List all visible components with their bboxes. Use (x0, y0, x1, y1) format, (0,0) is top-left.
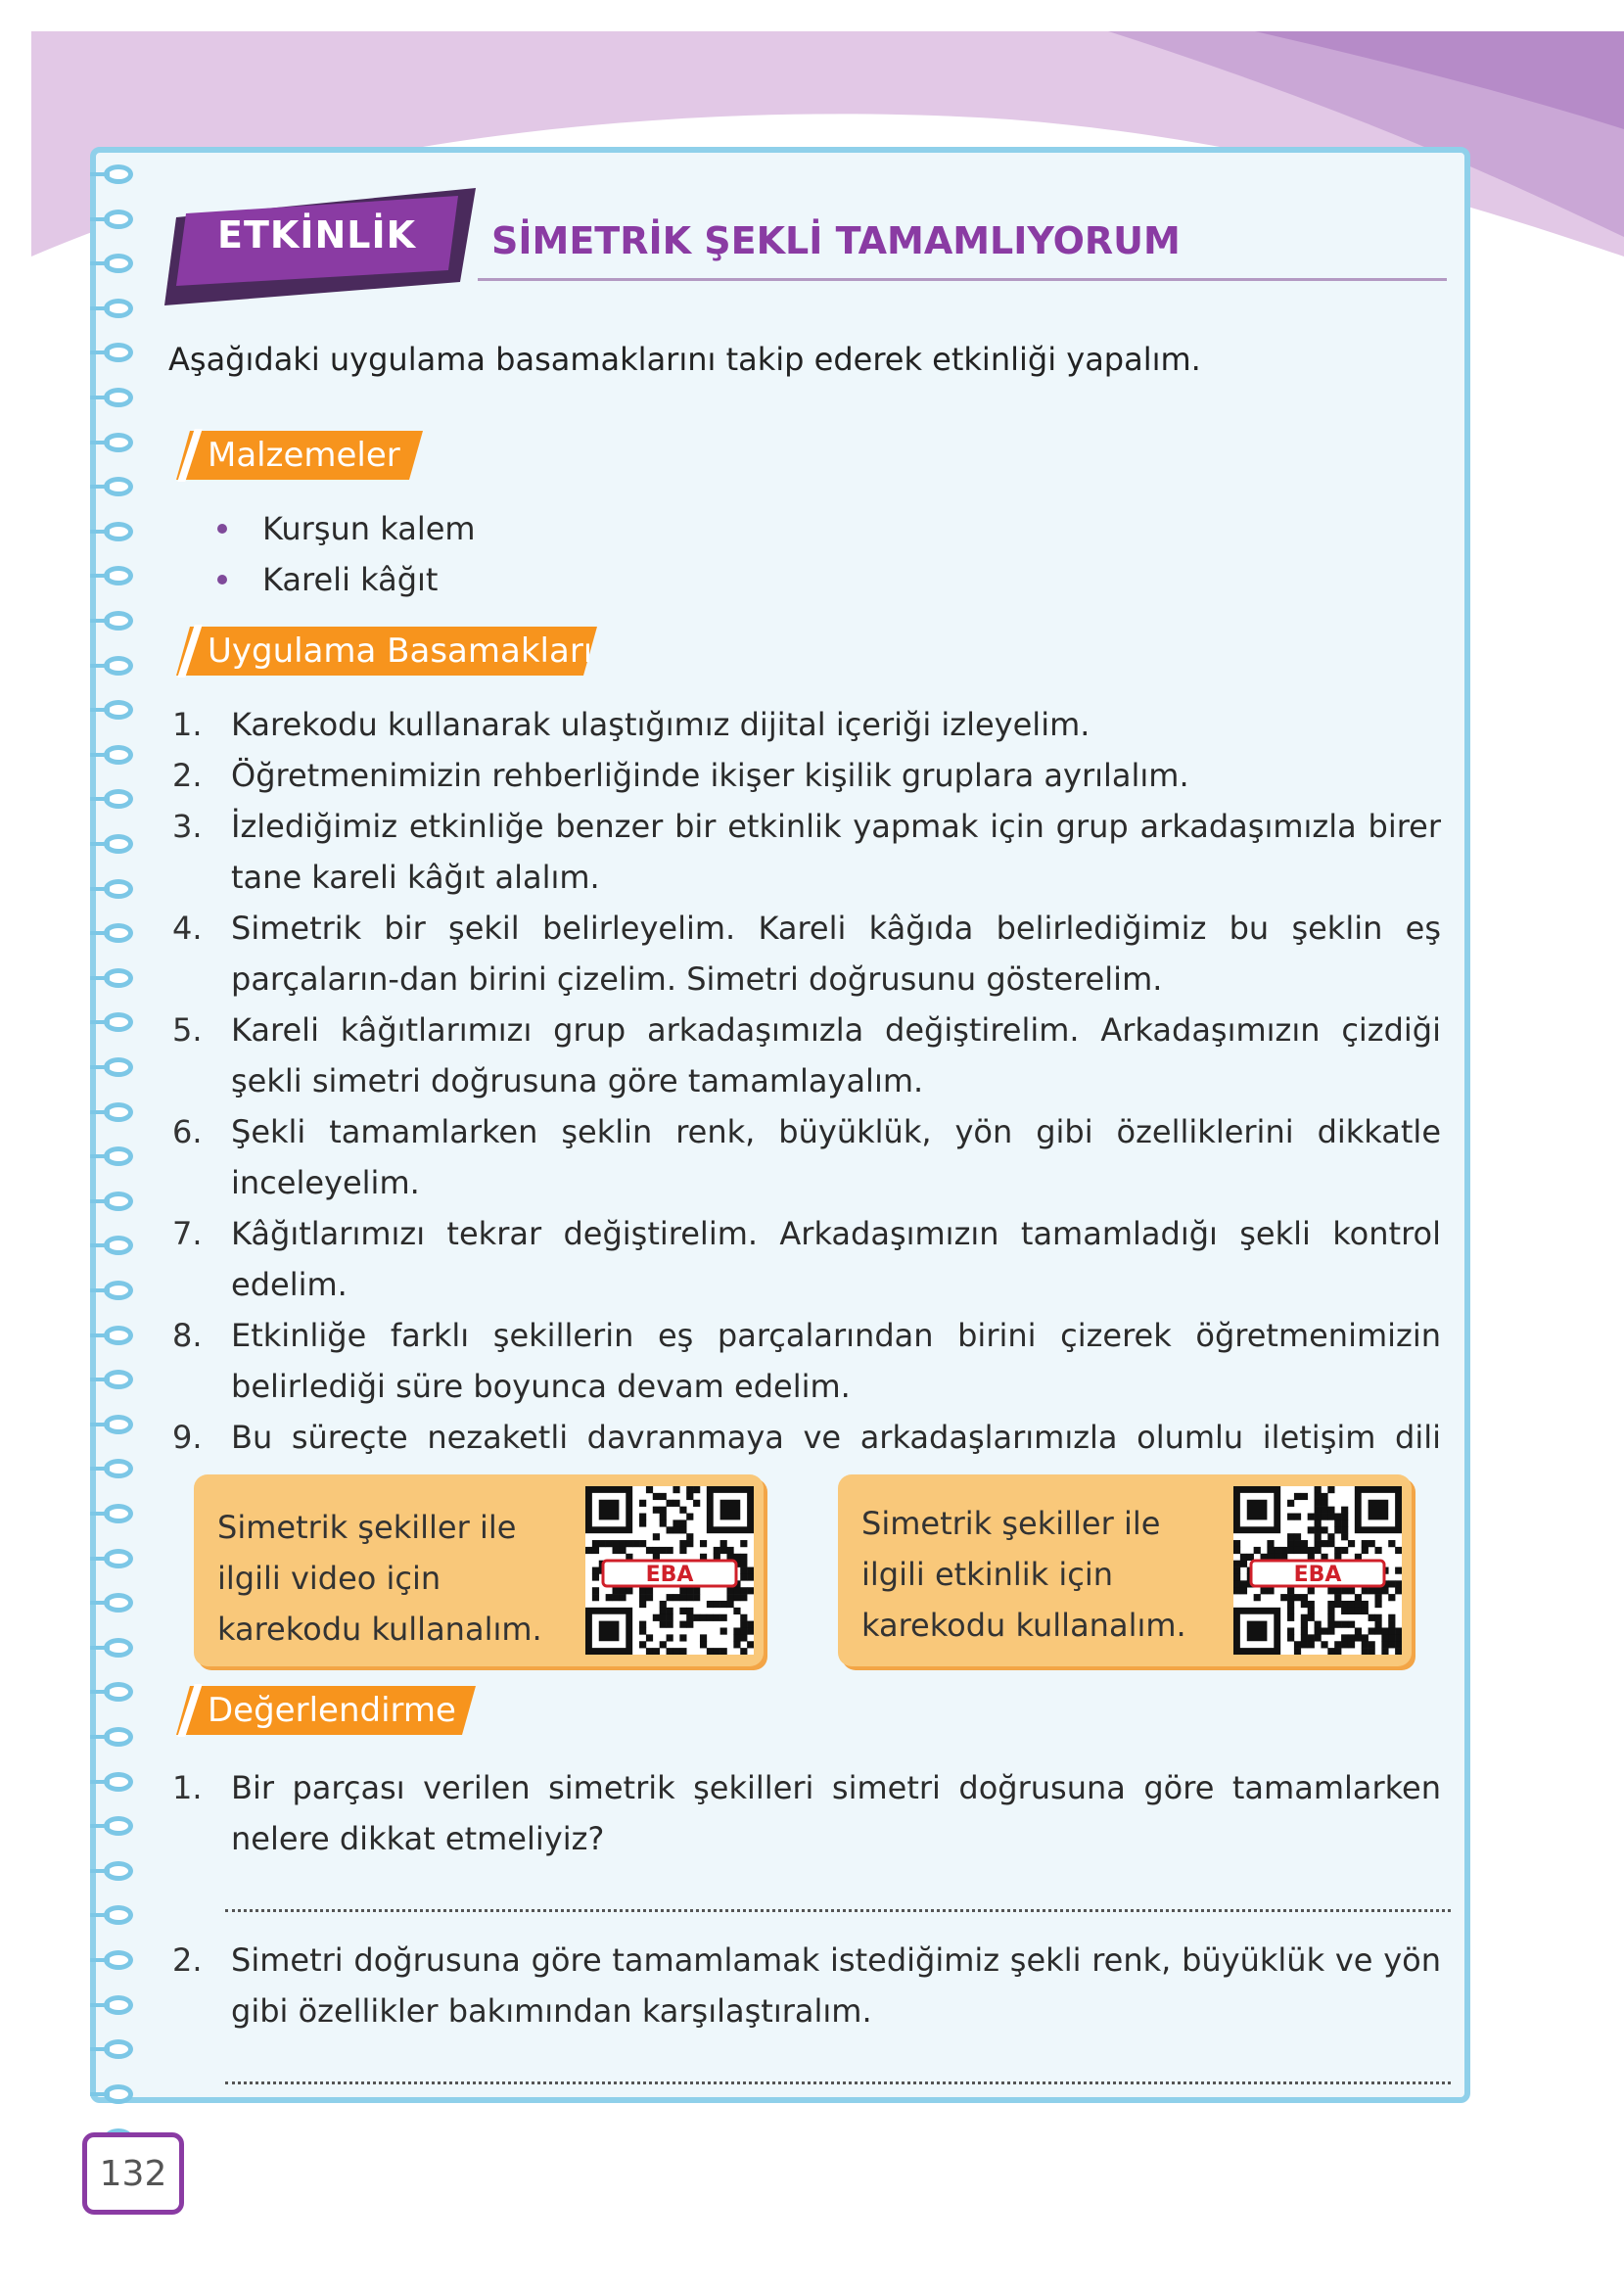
binding-wire (90, 931, 110, 935)
binding-wire (90, 1154, 110, 1158)
binding-wire (90, 1020, 110, 1024)
title-underline (478, 278, 1447, 281)
materials-heading: Malzemeler (176, 431, 423, 480)
binding-wire (90, 217, 110, 221)
intro-text: Aşağıdaki uygulama basamaklarını takip ederek etkinliği yapalım. (168, 341, 1201, 378)
binding-wire (90, 2003, 110, 2007)
binding-wire (90, 708, 110, 712)
evaluation-question: 1. Bir parçası verilen simetrik şekilleri simetri doğrusuna göre tamamlarken nelere dikkat etmeliyiz? (172, 1769, 1441, 1857)
binding-wire (90, 1646, 110, 1650)
answer-line[interactable] (225, 1909, 1451, 1912)
step-item: 3. İzlediğimiz etkinliğe benzer bir etkinlik yapmak için grup arkadaşımızla birer tane kareli kâğıt alalım. (172, 808, 1441, 896)
qr-code-icon[interactable] (1233, 1486, 1402, 1655)
binding-wire (90, 976, 110, 980)
binding-wire (90, 1735, 110, 1739)
steps-list (172, 699, 1441, 1514)
binding-wire (90, 1512, 110, 1516)
qr-box-activity: Simetrik şekiller ile ilgili etkinlik için karekodu kullanalım. EBA (838, 1474, 1412, 1666)
qr-code-icon[interactable] (585, 1486, 754, 1655)
binding-wire (90, 797, 110, 801)
step-item: 4. Simetrik bir şekil belirleyelim. Kareli kâğıda belirlediğimiz bu şeklin eş parçaların-dan birini çizelim. Simetri doğrusunu gösterelim. (172, 910, 1441, 998)
binding-wire (90, 172, 110, 176)
svg-text:EBA: EBA (1293, 1563, 1342, 1587)
materials-list (217, 503, 476, 605)
binding-wire (90, 1423, 110, 1426)
page-title: SİMETRİK ŞEKLİ TAMAMLIYORUM (491, 219, 1181, 262)
binding-wire (90, 1243, 110, 1247)
list-item: Kurşun kalem (217, 503, 476, 554)
binding-wire (90, 1780, 110, 1784)
binding-wire (90, 664, 110, 668)
step-item: 1. Karekodu kullanarak ulaştığımız dijital içeriği izleyelim. (172, 706, 1090, 743)
bullet-icon (217, 575, 227, 584)
binding-wire (90, 1958, 110, 1962)
binding-wire (90, 1333, 110, 1337)
binding-wire (90, 351, 110, 354)
binding-wire (90, 1467, 110, 1471)
binding-wire (90, 485, 110, 489)
binding-wire (90, 1199, 110, 1203)
step-item: 7. Kâğıtlarımızı tekrar değiştirelim. Arkadaşımızın tamamladığı şekli kontrol edelim. (172, 1215, 1441, 1303)
svg-text:EBA: EBA (645, 1563, 694, 1587)
answer-line[interactable] (225, 2081, 1451, 2084)
step-item: 8. Etkinliğe farklı şekillerin eş parçalarından birini çizerek öğretmenimizin belirlediği süre boyunca devam edelim. (172, 1317, 1441, 1405)
binding-wire (90, 1601, 110, 1605)
bullet-icon (217, 524, 227, 534)
binding-wire (90, 842, 110, 846)
binding-wire (90, 530, 110, 534)
binding-wire (90, 619, 110, 623)
binding-wire (90, 2092, 110, 2096)
binding-wire (90, 261, 110, 265)
binding-wire (90, 1690, 110, 1694)
page-number: 132 (82, 2132, 184, 2215)
evaluation-question: 2. Simetri doğrusuna göre tamamlamak istediğimiz şekli renk, büyüklük ve yön gibi özellikler bakımından karşılaştıralım. (172, 1941, 1441, 2030)
list-item: Kareli kâğıt (217, 554, 476, 605)
step-item: 6. Şekli tamamlarken şeklin renk, büyüklük, yön gibi özelliklerini dikkatle inceleyelim. (172, 1113, 1441, 1201)
binding-wire (90, 1824, 110, 1828)
binding-wire (90, 574, 110, 578)
binding-wire (90, 1110, 110, 1114)
binding-wire (90, 1065, 110, 1069)
step-item: 9. Bu süreçte nezaketli davranmaya ve arkadaşlarımızla olumlu iletişim dili (172, 1419, 1441, 1456)
binding-wire (90, 1288, 110, 1292)
qr-box-video: Simetrik şekiller ile ilgili video için karekodu kullanalım. EBA (194, 1474, 764, 1666)
binding-wire (90, 2047, 110, 2051)
binding-wire (90, 306, 110, 310)
step-item: 5. Kareli kâğıtlarımızı grup arkadaşımızla değiştirelim. Arkadaşımızın çizdiği şekli simetri doğrusuna göre tamamlayalım. (172, 1011, 1441, 1099)
binding-wire (90, 1557, 110, 1561)
binding-wire (90, 753, 110, 757)
binding-wire (90, 441, 110, 444)
binding-wire (90, 1913, 110, 1917)
step-item: 2. Öğretmenimizin rehberliğinde ikişer kişilik gruplara ayrılalım. (172, 757, 1189, 794)
binding-wire (90, 396, 110, 399)
binding-wire (90, 1378, 110, 1381)
binding-wire (90, 1869, 110, 1873)
evaluation-heading: Değerlendirme (176, 1686, 476, 1735)
steps-heading: Uygulama Basamakları (176, 627, 597, 676)
binding-wire (90, 887, 110, 891)
activity-tag-label: ETKİNLİK (217, 213, 417, 257)
